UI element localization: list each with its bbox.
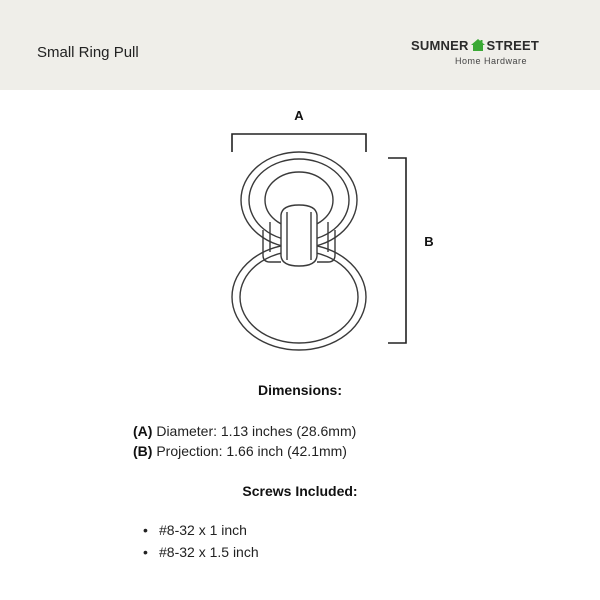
list-item: • #8-32 x 1 inch [143, 519, 259, 541]
screws-heading: Screws Included: [242, 483, 358, 499]
spec-diameter [133, 423, 356, 439]
brand-name-left: SUMNER [411, 38, 469, 53]
product-diagram [0, 90, 600, 370]
dimension-a-bracket [232, 134, 366, 152]
list-item: • #8-32 x 1.5 inch [143, 541, 259, 563]
spec-projection-text: Projection: 1.66 inch (42.1mm) [156, 443, 347, 459]
brand-name [411, 38, 539, 54]
dimension-b-bracket [388, 158, 406, 343]
header-bar [0, 0, 600, 90]
spec-diameter-text: Diameter: 1.13 inches (28.6mm) [156, 423, 357, 439]
screws-list [143, 519, 259, 563]
dimension-b-label: B [424, 234, 434, 249]
brand-tagline: Home Hardware [455, 56, 528, 66]
brand-name-right: STREET [486, 38, 540, 53]
brand-logo [411, 38, 571, 72]
spec-projection-key: (B) [133, 443, 153, 459]
dimensions-heading: Dimensions: [257, 382, 342, 398]
page-title: Small Ring Pull [37, 44, 139, 61]
dimension-a-label: A [294, 108, 304, 123]
spec-projection [133, 443, 347, 459]
ring-pull-illustration [232, 152, 366, 350]
house-icon [471, 39, 485, 54]
spec-diameter-key: (A) [133, 423, 153, 439]
